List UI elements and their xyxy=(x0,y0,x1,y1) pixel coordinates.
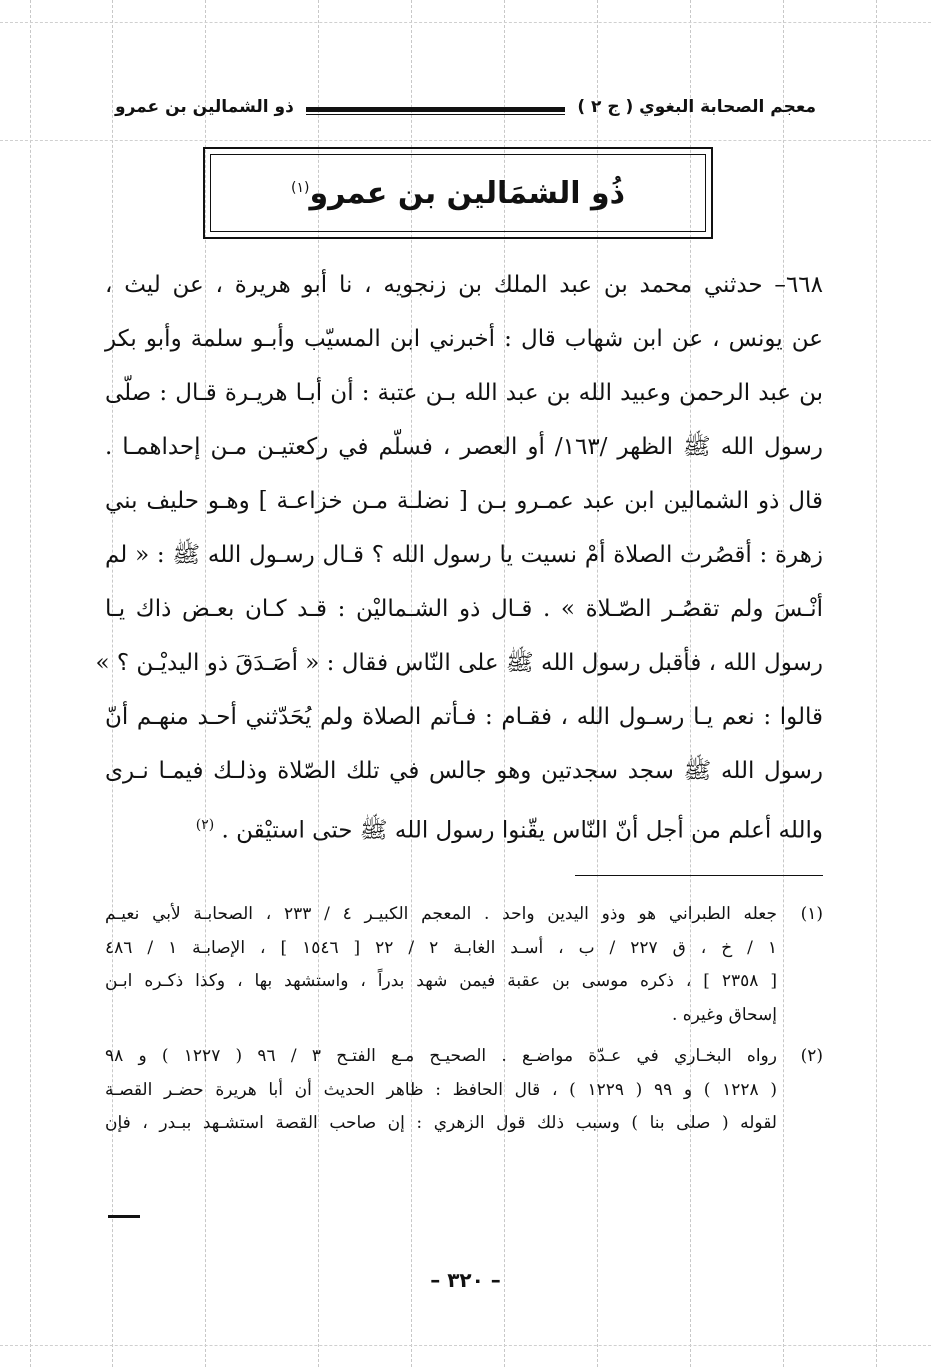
continuation-mark xyxy=(108,1215,140,1218)
text-line: رسول الله ﷺ الظهر /١٦٣/ أو العصر ، فسلّم في ركعتيـن مـن إحداهمـا . xyxy=(105,434,823,460)
footnote-separator xyxy=(575,875,823,876)
footnote-number: (٢) xyxy=(800,1046,823,1066)
text-line: قالوا : نعم يـا رسـول الله ، فقـام : فـأتم الصلاة ولم يُحَدّثني أحـد منهـم أنّ xyxy=(105,704,823,730)
text-line: رسول الله ، فأقبل رسول الله ﷺ على النّاس فقال : « أصَـدَقَ ذو اليديْـن ؟ » xyxy=(95,650,823,676)
footnote-line: إسحاق وغيره . xyxy=(671,1004,777,1025)
footnote-number: (١) xyxy=(800,904,823,924)
entry-name: ذو الشمالين بن عمرو xyxy=(115,97,294,117)
footnote-line: [ ٢٣٥٨ ] ، ذكره موسى بن عقبة فيمن شهد بدراً ، واستشهد بها ، وكذا ذكـره ابـن xyxy=(105,971,777,991)
text-line-last: والله أعلم من أجل أنّ النّاس يقّنوا رسول الله ﷺ حتى استيْقن . $^{(٢)}$ xyxy=(195,817,823,844)
footnotes xyxy=(105,898,823,1149)
footnote-1 xyxy=(105,898,823,1032)
entry-title-box xyxy=(203,147,713,239)
entry-title: ذُو الشمَالين بن عمرو$^{(١)}$ xyxy=(291,175,625,211)
running-header xyxy=(115,92,816,122)
text-line: ٦٦٨– حدثني محمد بن عبد الملك بن زنجويه ، نا أبو هريرة ، عن ليث ، xyxy=(105,272,823,298)
footnote-line: جعله الطبراني هو وذو اليدين واحد . المعجم الكبيـر ٤ / ٢٣٣ ، الصحابـة لأبي نعيـم xyxy=(105,904,777,924)
footnote-line: ١ / خ ، ق ٢٢٧ / ب ، أسـد الغابـة ٢ / ٢٢ [ ١٥٤٦ ] ، الإصابـة ١ / ٤٨٦ xyxy=(105,937,778,958)
header-rule xyxy=(306,107,566,112)
text-line: قال ذو الشمالين ابن عبد عمـرو بـن [ نضلـة مـن خزاعـة ] وهـو حليف بني xyxy=(105,488,823,514)
page-number: – ٣٢٠ – xyxy=(430,1268,501,1292)
body-footnote-ref: (٢) xyxy=(195,817,215,833)
book-title: معجم الصحابة البغوي ( ج ٢ ) xyxy=(577,97,816,117)
hadith-text xyxy=(95,258,823,858)
footnote-2 xyxy=(105,1040,823,1141)
text-line: أنْـسَ ولم تقصُـر الصّـلاة » . قـال ذو الشـماليْن : قـد كـان بعـض ذاك يـا xyxy=(105,596,823,622)
title-footnote-ref: (١) xyxy=(291,179,310,196)
text-line: بن عبد الرحمن وعبيد الله بن عبد الله بـن عتبة : أن أبـا هريـرة قـال : صلّى xyxy=(105,380,823,406)
text-line: عن يونس ، عن ابن شهاب قال : أخبرني ابن المسيّب وأبـو سلمة وأبو بكر xyxy=(105,326,823,352)
text-line: زهرة : أقصُرت الصلاة أمْ نسيت يا رسول الله ؟ قـال رسـول الله ﷺ : « لم xyxy=(105,542,823,568)
footnote-line: ( ١٢٢٨ ) و ٩٩ ( ١٢٢٩ ) ، قال الحافظ : ظاهر الحديث أن أبا هريرة حضـر القصـة xyxy=(105,1079,777,1100)
footnote-line: رواه البخـاري في عـدّة مواضـع . الصحيـح مـع الفتـح ٣ / ٩٦ ( ١٢٢٧ ) و ٩٨ xyxy=(105,1046,777,1066)
text-line: رسول الله ﷺ سجد سجدتين وهو جالس في تلك الصّلاة وذلـك فيمـا نـرى xyxy=(105,758,823,784)
footnote-line: لقوله ( صلى بنا ) وسبب ذلك قول الزهري : إن صاحب القصة استشـهد ببـدر ، فإن xyxy=(105,1113,777,1133)
